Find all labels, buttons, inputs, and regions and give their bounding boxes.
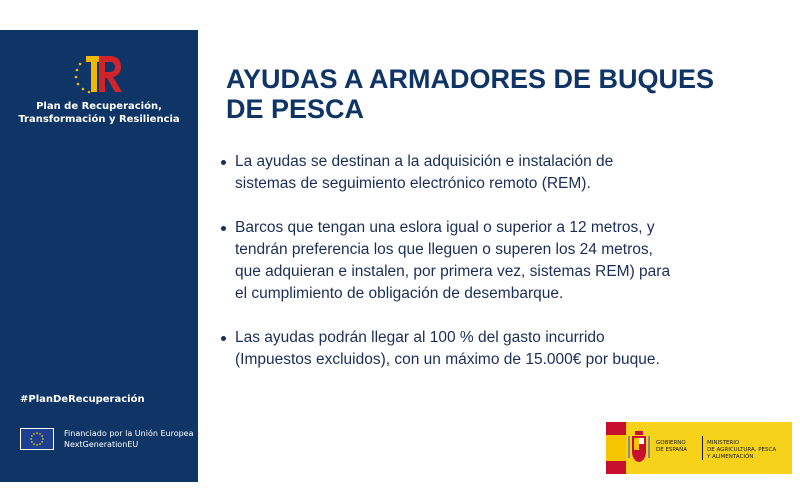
page-title <box>226 64 774 124</box>
ministry-line3: Y ALIMENTACIÓN <box>707 454 754 460</box>
bullet-list <box>218 151 778 393</box>
bullet-line: sistemas de seguimiento electrónico remoto (REM). <box>235 175 591 192</box>
eu-funding-line2: NextGenerationEU <box>64 440 139 449</box>
government-logo <box>606 422 792 474</box>
prtr-logo <box>72 50 128 96</box>
plan-title-line1: Plan de Recuperación, <box>36 101 162 112</box>
eu-funding-text <box>64 428 194 450</box>
logo-divider <box>702 436 703 460</box>
bullet-line: Las ayudas podrán llegar al 100 % del gasto incurrido <box>235 329 605 346</box>
bottom-margin <box>0 482 800 500</box>
letter-r-shape <box>99 56 122 92</box>
gobierno-line1: GOBIERNO <box>656 440 686 446</box>
bullet-dot-icon <box>221 226 226 231</box>
bullet-line: el cumplimiento de obligación de desembarque. <box>235 285 564 302</box>
hashtag: #PlanDeRecuperación <box>20 394 145 405</box>
bullet-item <box>218 217 778 305</box>
coat-of-arms-icon <box>626 422 652 474</box>
eu-stars-arc-icon <box>75 63 91 94</box>
bullet-line: La ayudas se destinan a la adquisición e instalación de <box>235 153 614 170</box>
bullet-item <box>218 327 778 371</box>
eu-funding <box>20 428 194 450</box>
plan-title <box>0 100 198 126</box>
gobierno-text <box>652 422 698 474</box>
bullet-item <box>218 151 778 195</box>
top-margin <box>0 0 800 30</box>
bullet-line: Barcos que tengan una eslora igual o superior a 12 metros, y <box>235 219 655 236</box>
gobierno-line2: DE ESPAÑA <box>656 447 688 453</box>
sidebar <box>0 30 198 482</box>
bullet-line: que adquieran e instalen, por primera vez, sistemas REM) para <box>235 263 671 280</box>
ministry-line2: DE AGRICULTURA, PESCA <box>707 447 777 453</box>
eu-flag-icon <box>20 428 54 450</box>
bullet-line: tendrán preferencia los que lleguen o superen los 24 metros, <box>235 241 653 258</box>
bullet-dot-icon <box>221 336 226 341</box>
main-content <box>198 30 800 482</box>
bullet-line: (Impuestos excluidos), con un máximo de 15.000€ por buque. <box>235 351 660 368</box>
plan-title-line2: Transformación y Resiliencia <box>18 114 180 125</box>
ministry-text <box>707 422 792 474</box>
spain-flag-icon <box>606 422 626 474</box>
bullet-dot-icon <box>221 160 226 165</box>
page-title-line1: AYUDAS A ARMADORES DE BUQUES <box>226 64 715 94</box>
eu-funding-line1: Financiado por la Unión Europea <box>64 429 194 438</box>
ministry-line1: MINISTERIO <box>707 440 740 446</box>
page-title-line2: DE PESCA <box>226 94 365 124</box>
